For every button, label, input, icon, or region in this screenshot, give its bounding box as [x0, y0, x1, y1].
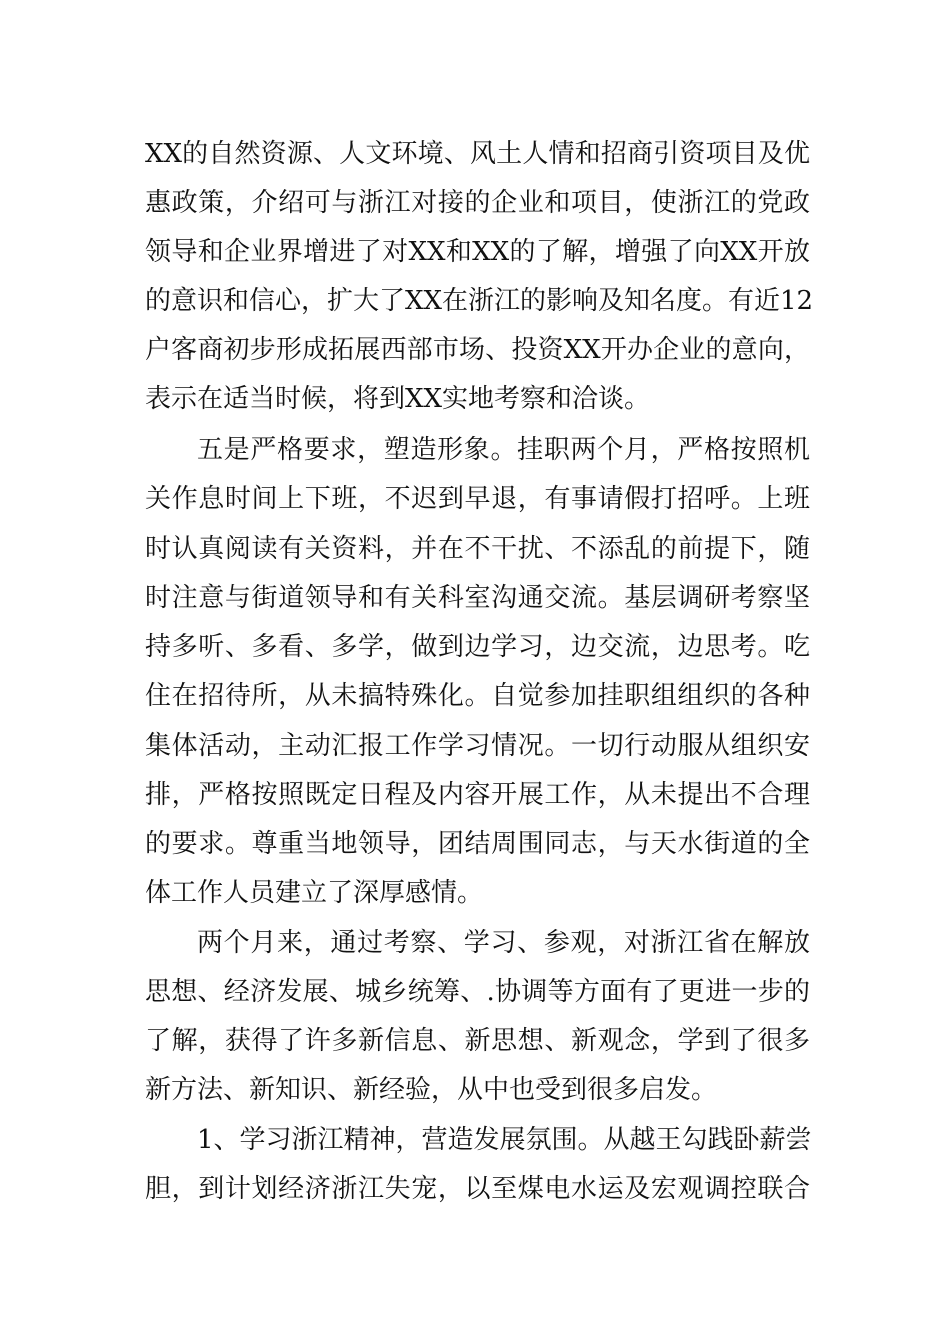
text-line: 表示在适当时候，将到XX实地考察和洽谈。	[145, 384, 651, 414]
text-line: 住在招待所，从未搞特殊化。自觉参加挂职组组织的各种	[145, 681, 810, 711]
text-line: 新方法、新知识、新经验，从中也受到很多启发。	[145, 1075, 718, 1105]
text-line: 的意识和信心，扩大了XX在浙江的影响及知名度。有近12	[145, 286, 814, 316]
text-line: 胆，到计划经济浙江失宠，以至煤电水运及宏观调控联合	[145, 1174, 810, 1204]
text-line: 持多听、多看、多学，做到边学习，边交流，边思考。吃	[145, 632, 810, 662]
text-line: 1、学习浙江精神，营造发展氛围。从越王勾践卧薪尝	[197, 1125, 812, 1155]
text-line: 时认真阅读有关资料，并在不干扰、不添乱的前提下，随	[145, 534, 810, 564]
text-line: 关作息时间上下班，不迟到早退，有事请假打招呼。上班	[145, 484, 810, 514]
text-line: 两个月来，通过考察、学习、参观，对浙江省在解放	[197, 928, 810, 958]
text-line: 领导和企业界增进了对XX和XX的了解，增强了向XX开放	[145, 237, 810, 267]
text-line: 的要求。尊重当地领导，团结周围同志，与天水街道的全	[145, 829, 810, 859]
text-line: 思想、经济发展、城乡统筹、.协调等方面有了更进一步的	[145, 977, 810, 1007]
text-line: 户客商初步形成拓展西部市场、投资XX开办企业的意向，	[145, 335, 810, 365]
text-line: 惠政策，介绍可与浙江对接的企业和项目，使浙江的党政	[145, 188, 810, 218]
text-line: 五是严格要求，塑造形象。挂职两个月，严格按照机	[197, 435, 810, 465]
text-line: XX的自然资源、人文环境、风土人情和招商引资项目及优	[145, 139, 810, 169]
text-line: 了解，获得了许多新信息、新思想、新观念，学到了很多	[145, 1026, 810, 1056]
text-line: 集体活动，主动汇报工作学习情况。一切行动服从组织安	[145, 731, 810, 761]
text-line: 体工作人员建立了深厚感情。	[145, 878, 484, 908]
text-line: 排，严格按照既定日程及内容开展工作，从未提出不合理	[145, 780, 810, 810]
text-line: 时注意与街道领导和有关科室沟通交流。基层调研考察坚	[145, 583, 810, 613]
